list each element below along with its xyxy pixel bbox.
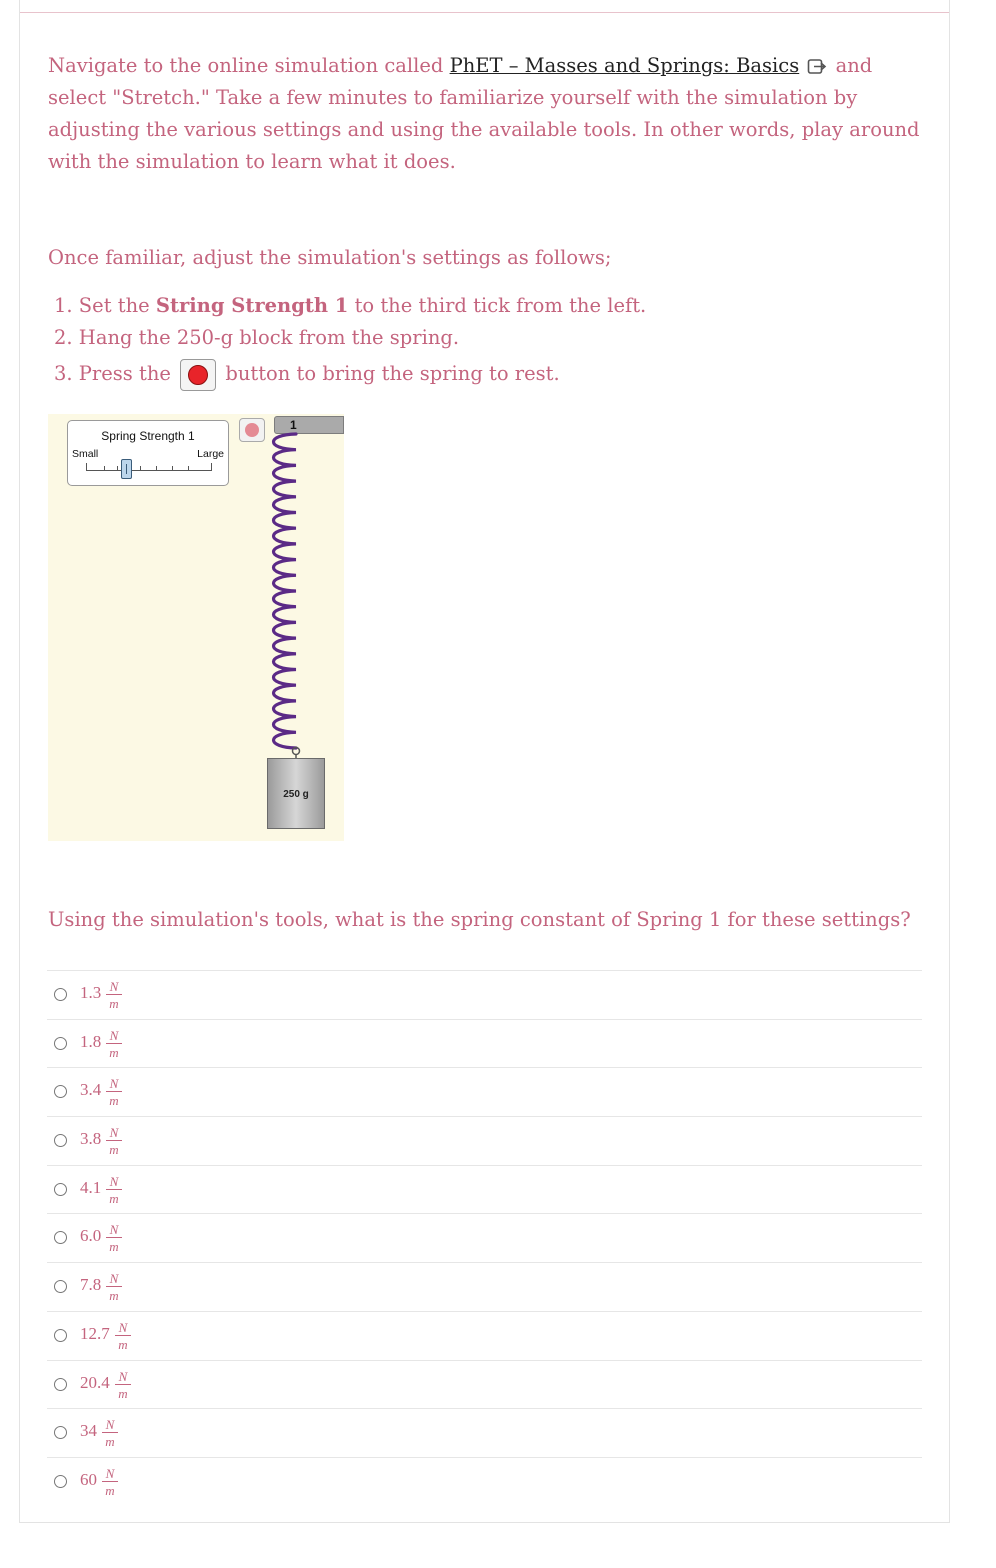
stop-icon	[188, 365, 208, 385]
radio-button[interactable]	[54, 1231, 67, 1244]
fraction-bar	[102, 1432, 118, 1433]
unit-fraction	[115, 1321, 131, 1351]
radio-button[interactable]	[54, 1085, 67, 1098]
fraction-bar	[106, 1237, 122, 1238]
answer-options	[47, 970, 922, 1506]
unit-fraction	[106, 1077, 122, 1107]
step-bold: String Strength 1	[155, 294, 349, 317]
unit-denominator: m	[109, 1093, 119, 1109]
radio-button[interactable]	[54, 1378, 67, 1391]
unit-fraction	[102, 1467, 118, 1497]
fraction-bar	[106, 1043, 122, 1044]
unit-denominator: m	[109, 996, 119, 1011]
unit-denominator: m	[105, 1434, 115, 1450]
fraction-bar	[102, 1481, 118, 1482]
answer-option[interactable]	[47, 1457, 922, 1506]
intro-paragraph	[48, 50, 928, 178]
unit-numerator: N	[105, 1465, 115, 1481]
unit-denominator: m	[109, 1239, 119, 1255]
option-value: 7.8	[80, 1275, 102, 1295]
step-2	[54, 322, 646, 354]
fraction-bar	[106, 994, 122, 995]
steps-list	[54, 290, 646, 394]
option-value: 6.0	[80, 1226, 102, 1246]
simulation-screenshot	[48, 414, 344, 841]
step-number: 3.	[54, 362, 73, 385]
unit-denominator: m	[105, 1482, 115, 1498]
unit-numerator: N	[109, 979, 119, 994]
fraction-bar	[115, 1335, 131, 1336]
answer-option[interactable]	[47, 1408, 922, 1457]
unit-fraction	[106, 1272, 122, 1302]
question-text: Using the simulation's tools, what is the spring constant of Spring 1 for these settings?	[48, 908, 911, 931]
unit-numerator: N	[109, 1173, 119, 1189]
answer-option[interactable]	[47, 970, 922, 1019]
unit-denominator: m	[109, 1190, 119, 1206]
unit-numerator: N	[109, 1271, 119, 1287]
step-text: Press the	[72, 362, 178, 385]
mass-block[interactable]	[267, 758, 325, 829]
instructions-lead: Once familiar, adjust the simulation's settings as follows;	[48, 246, 612, 269]
answer-option[interactable]	[47, 1165, 922, 1214]
answer-option[interactable]	[47, 1213, 922, 1262]
phet-link[interactable]: PhET – Masses and Springs: Basics	[449, 54, 800, 77]
radio-button[interactable]	[54, 1134, 67, 1147]
step-text: Hang the 250-g block from the spring.	[72, 326, 460, 349]
unit-fraction	[115, 1370, 131, 1400]
mass-label: 250 g	[283, 789, 309, 800]
unit-denominator: m	[118, 1336, 128, 1352]
unit-numerator: N	[118, 1319, 128, 1335]
unit-numerator: N	[105, 1417, 115, 1433]
unit-fraction	[102, 1418, 118, 1448]
unit-numerator: N	[109, 1125, 119, 1141]
option-value: 3.8	[80, 1129, 102, 1149]
option-value: 34	[80, 1421, 97, 1441]
radio-button[interactable]	[54, 1280, 67, 1293]
slider-min-label: Small	[72, 448, 99, 460]
option-value: 60	[80, 1469, 97, 1489]
option-value: 20.4	[80, 1372, 110, 1392]
unit-fraction	[106, 1029, 122, 1059]
option-value: 4.1	[80, 1177, 102, 1197]
unit-denominator: m	[118, 1385, 128, 1401]
radio-button[interactable]	[54, 988, 67, 1001]
step-text: Set the	[72, 294, 156, 317]
slider-title: Spring Strength 1	[101, 429, 195, 443]
intro-before: Navigate to the online simulation called	[48, 54, 450, 77]
answer-option[interactable]	[47, 1262, 922, 1311]
unit-denominator: m	[109, 1142, 119, 1158]
radio-button[interactable]	[54, 1037, 67, 1050]
unit-numerator: N	[109, 1222, 119, 1238]
fraction-bar	[106, 1189, 122, 1190]
question-card	[19, 0, 950, 1523]
slider-max-label: Large	[197, 448, 224, 460]
unit-denominator: m	[109, 1044, 119, 1060]
unit-fraction	[106, 1175, 122, 1205]
unit-fraction	[106, 980, 122, 1010]
answer-option[interactable]	[47, 1311, 922, 1360]
option-value: 3.4	[80, 1080, 102, 1100]
step-text: button to bring the spring to rest.	[219, 362, 560, 385]
unit-numerator: N	[109, 1027, 119, 1043]
fraction-bar	[106, 1140, 122, 1141]
divider	[20, 12, 949, 13]
option-value: 12.7	[80, 1323, 110, 1343]
spring-label: 1	[290, 418, 297, 432]
step-number: 1.	[54, 294, 73, 317]
answer-option[interactable]	[47, 1360, 922, 1409]
option-value: 1.3	[80, 983, 102, 1002]
radio-button[interactable]	[54, 1183, 67, 1196]
intro-after: and select "Stretch." Take a few minutes to familiarize yourself with the simulation by adjusting the various settings and using the available tools. In other words, play around with the simulation to learn what it does.	[48, 54, 920, 173]
answer-option[interactable]	[47, 1116, 922, 1165]
radio-button[interactable]	[54, 1426, 67, 1439]
stop-button-icon	[180, 359, 216, 391]
fraction-bar	[106, 1286, 122, 1287]
external-link-icon[interactable]	[807, 57, 827, 75]
answer-option[interactable]	[47, 1019, 922, 1068]
unit-numerator: N	[118, 1368, 128, 1384]
option-value: 1.8	[80, 1031, 102, 1051]
step-1	[54, 290, 646, 322]
radio-button[interactable]	[54, 1475, 67, 1488]
fraction-bar	[115, 1384, 131, 1385]
radio-button[interactable]	[54, 1329, 67, 1342]
step-text: to the third tick from the left.	[348, 294, 647, 317]
answer-option[interactable]	[47, 1067, 922, 1116]
fraction-bar	[106, 1091, 122, 1092]
unit-fraction	[106, 1126, 122, 1156]
unit-numerator: N	[109, 1076, 119, 1092]
unit-denominator: m	[109, 1288, 119, 1304]
step-3	[54, 354, 646, 394]
step-number: 2.	[54, 326, 73, 349]
unit-fraction	[106, 1223, 122, 1253]
